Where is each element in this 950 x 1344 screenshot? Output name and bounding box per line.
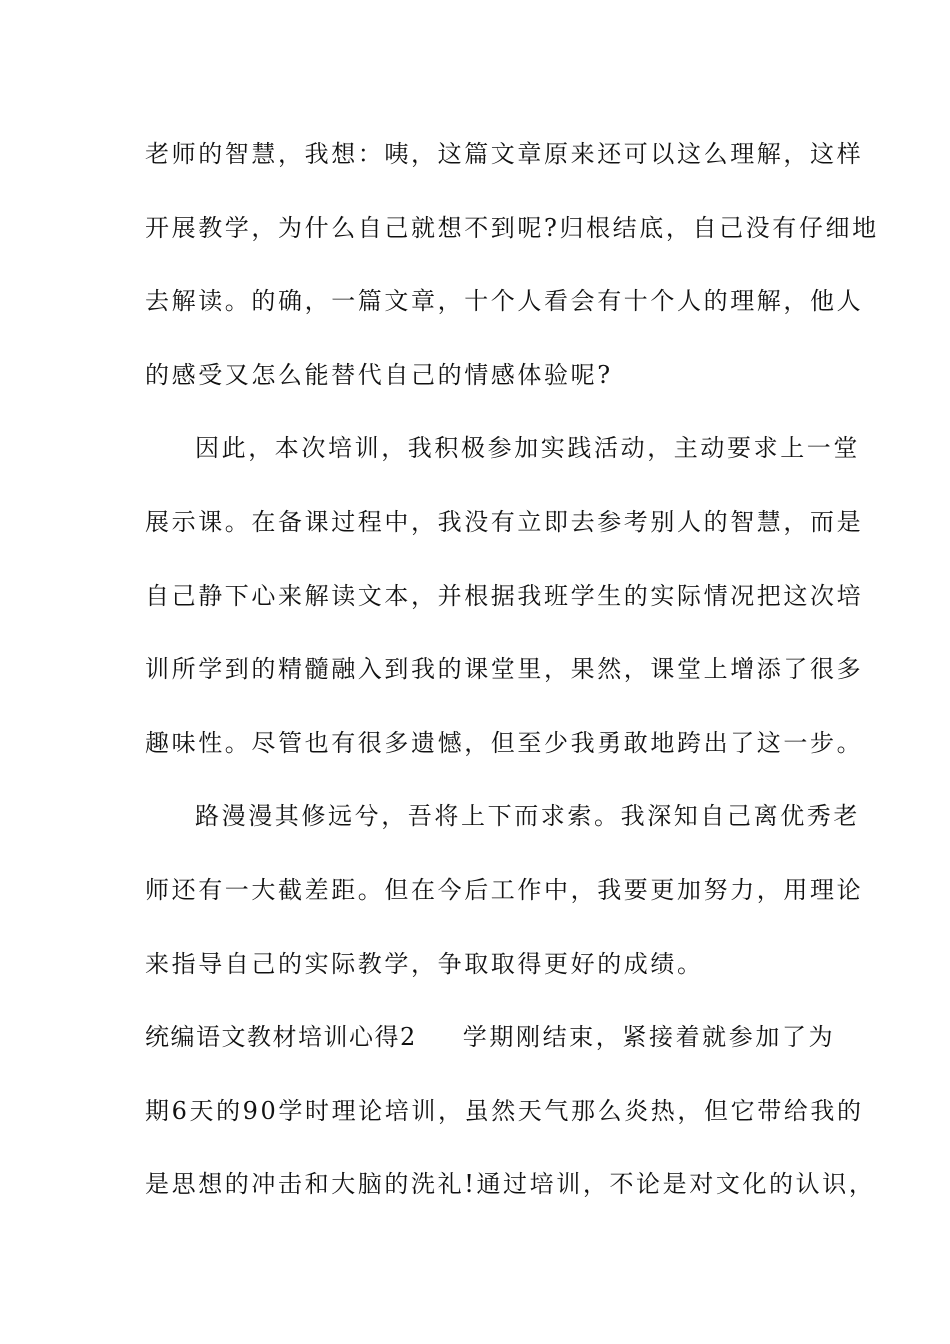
text-line: 展示课。在备课过程中，我没有立即去参考别人的智慧，而是 — [145, 507, 864, 536]
text-line: 是思想的冲击和大脑的洗礼!通过培训，不论是对文化的认识， — [145, 1170, 876, 1199]
paragraph-2 — [145, 422, 864, 790]
section-first-line: 学期刚结束，紧接着就参加了为 — [462, 1023, 836, 1052]
document-body — [145, 128, 879, 1232]
text-line: 自己静下心来解读文本，并根据我班学生的实际情况把这次培 — [145, 581, 864, 610]
text-line: 老师的智慧，我想：咦，这篇文章原来还可以这么理解，这样 — [145, 140, 864, 168]
text-line: 训所学到的精髓融入到我的课堂里，果然，课堂上增添了很多 — [145, 655, 864, 684]
text-line: 来指导自己的实际教学，争取取得更好的成绩。 — [145, 949, 704, 978]
text-line: 的感受又怎么能替代自己的情感体验呢? — [145, 360, 613, 389]
section-2 — [145, 1011, 876, 1232]
text-line: 开展教学，为什么自己就想不到呢?归根结底，自己没有仔细地 — [145, 213, 879, 242]
text-line: 去解读。的确，一篇文章，十个人看会有十个人的理解，他人 — [145, 287, 864, 316]
text-line: 路漫漫其修远兮，吾将上下而求索。我深知自己离优秀老 — [195, 802, 860, 831]
section-heading-line — [145, 1011, 836, 1085]
text-line: 师还有一大截差距。但在今后工作中，我要更加努力，用理论 — [145, 875, 864, 904]
paragraph-1 — [145, 128, 879, 422]
text-line: 因此，本次培训，我积极参加实践活动，主动要求上一堂 — [195, 434, 860, 463]
text-line: 趣味性。尽管也有很多遗憾，但至少我勇敢地跨出了这一步。 — [145, 728, 864, 757]
paragraph-3 — [145, 790, 864, 1011]
text-line: 期6天的90学时理论培训，虽然天气那么炎热，但它带给我的 — [145, 1096, 864, 1125]
section-title: 统编语文教材培训心得2 — [145, 1023, 417, 1052]
